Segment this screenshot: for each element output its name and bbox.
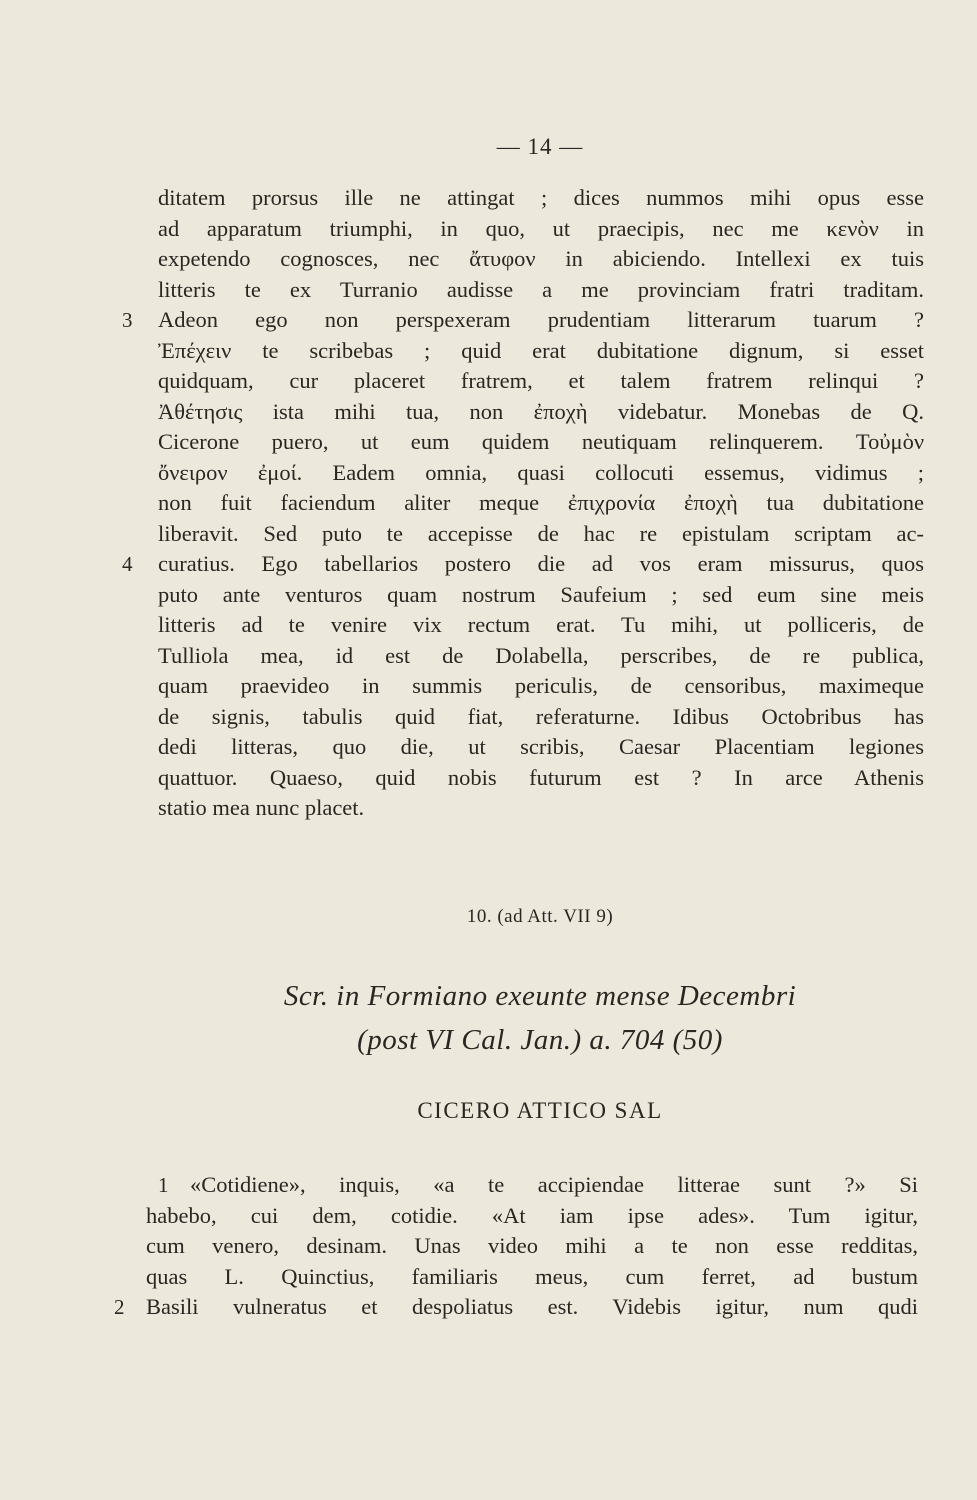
line-text: ὄνειρον ἐμοί. Eadem omnia, quasi collocuti essemus, vidimus ; xyxy=(158,459,924,485)
text-line xyxy=(158,488,924,519)
text-line xyxy=(146,1231,918,1262)
text-line xyxy=(158,763,924,794)
text-line xyxy=(122,549,924,580)
line-text: ditatem prorsus ille ne attingat ; dices nummos mihi opus esse xyxy=(158,185,924,210)
line-text: quas L. Quinctius, familiaris meus, cum ferret, ad bustum xyxy=(146,1263,918,1289)
text-line xyxy=(158,671,924,702)
line-text: quattuor. Quaeso, quid nobis futurum est ? In arce Athenis xyxy=(158,764,924,790)
text-line xyxy=(146,1170,918,1201)
text-line xyxy=(146,1201,918,1232)
text-line xyxy=(114,1292,918,1323)
text-line xyxy=(158,458,924,489)
text-line xyxy=(158,366,924,397)
line-text: non fuit faciendum aliter meque ἐπιχρονία ἐποχὴ tua dubitatione xyxy=(158,490,924,515)
text-line xyxy=(158,580,924,611)
text-line xyxy=(158,427,924,458)
section-number: 1 xyxy=(158,1173,169,1197)
text-line xyxy=(158,793,924,824)
dating-line-2: (post VI Cal. Jan.) a. 704 (50) xyxy=(357,1024,723,1056)
section-number: 3 xyxy=(122,308,133,332)
line-text: quidquam, cur placeret fratrem, et talem fratrem relinqui ? xyxy=(158,368,924,393)
line-text: Ἐπέχειν te scribebas ; quid erat dubitatione dignum, si esset xyxy=(158,337,924,363)
page-number: — 14 — xyxy=(496,134,584,159)
text-line xyxy=(122,305,924,336)
line-text: expetendo cognosces, nec ἄτυφον in abiciendo. Intellexi ex tuis xyxy=(158,246,924,271)
line-text: ad apparatum triumphi, in quo, ut praecipis, nec me κενὸν in xyxy=(158,215,924,241)
line-text: Cicerone puero, ut eum quidem neutiquam relinquerem. Τοὐμὸν xyxy=(158,429,924,454)
line-text: Tulliola mea, id est de Dolabella, perscribes, de re publica, xyxy=(158,642,924,668)
text-line xyxy=(158,397,924,428)
line-text: litteris ad te venire vix rectum erat. Tu mihi, ut polliceris, de xyxy=(158,612,924,637)
text-block-letter xyxy=(114,1170,918,1323)
text-line xyxy=(158,610,924,641)
line-text: litteris te ex Turranio audisse a me provinciam fratri traditam. xyxy=(158,276,924,302)
line-text: cum venero, desinam. Unas video mihi a te non esse redditas, xyxy=(146,1233,918,1258)
text-block-continuation xyxy=(122,183,924,824)
line-text: quam praevideo in summis periculis, de censoribus, maximeque xyxy=(158,673,924,698)
line-text: Basili vulneratus et despoliatus est. Videbis igitur, num qudi xyxy=(146,1294,918,1319)
section-number: 2 xyxy=(114,1295,125,1319)
line-text: «Cotidiene», inquis, «a te accipiendae litterae sunt ?» Si xyxy=(190,1172,918,1197)
dating-line-1: Scr. in Formiano exeunte mense Decembri xyxy=(283,980,797,1012)
text-line xyxy=(158,702,924,733)
section-number: 4 xyxy=(122,552,133,576)
line-text: de signis, tabulis quid fiat, referaturne. Idibus Octobribus has xyxy=(158,703,924,729)
line-text: puto ante venturos quam nostrum Saufeium ; sed eum sine meis xyxy=(158,581,924,607)
line-text: dedi litteras, quo die, ut scribis, Caesar Placentiam legiones xyxy=(158,734,924,759)
text-line xyxy=(158,336,924,367)
text-line xyxy=(158,732,924,763)
text-line xyxy=(158,641,924,672)
line-text: habebo, cui dem, cotidie. «At iam ipse ades». Tum igitur, xyxy=(146,1202,918,1228)
line-text: curatius. Ego tabellarios postero die ad vos eram missurus, quos xyxy=(158,551,924,576)
line-text: liberavit. Sed puto te accepisse de hac re epistulam scriptam ac- xyxy=(158,520,924,546)
letter-salutation-heading: CICERO ATTICO SAL xyxy=(417,1098,663,1123)
line-text: Ἀθέτησις ista mihi tua, non ἐποχὴ videbatur. Monebas de Q. xyxy=(158,398,924,424)
text-line xyxy=(158,214,924,245)
text-line xyxy=(158,519,924,550)
line-text: statio mea nunc placet. xyxy=(158,795,365,820)
text-line xyxy=(158,244,924,275)
text-line xyxy=(158,183,924,214)
letter-reference: 10. (ad Att. VII 9) xyxy=(466,906,614,927)
line-text: Adeon ego non perspexeram prudentiam litterarum tuarum ? xyxy=(158,307,924,332)
text-line xyxy=(146,1262,918,1293)
text-line xyxy=(158,275,924,306)
